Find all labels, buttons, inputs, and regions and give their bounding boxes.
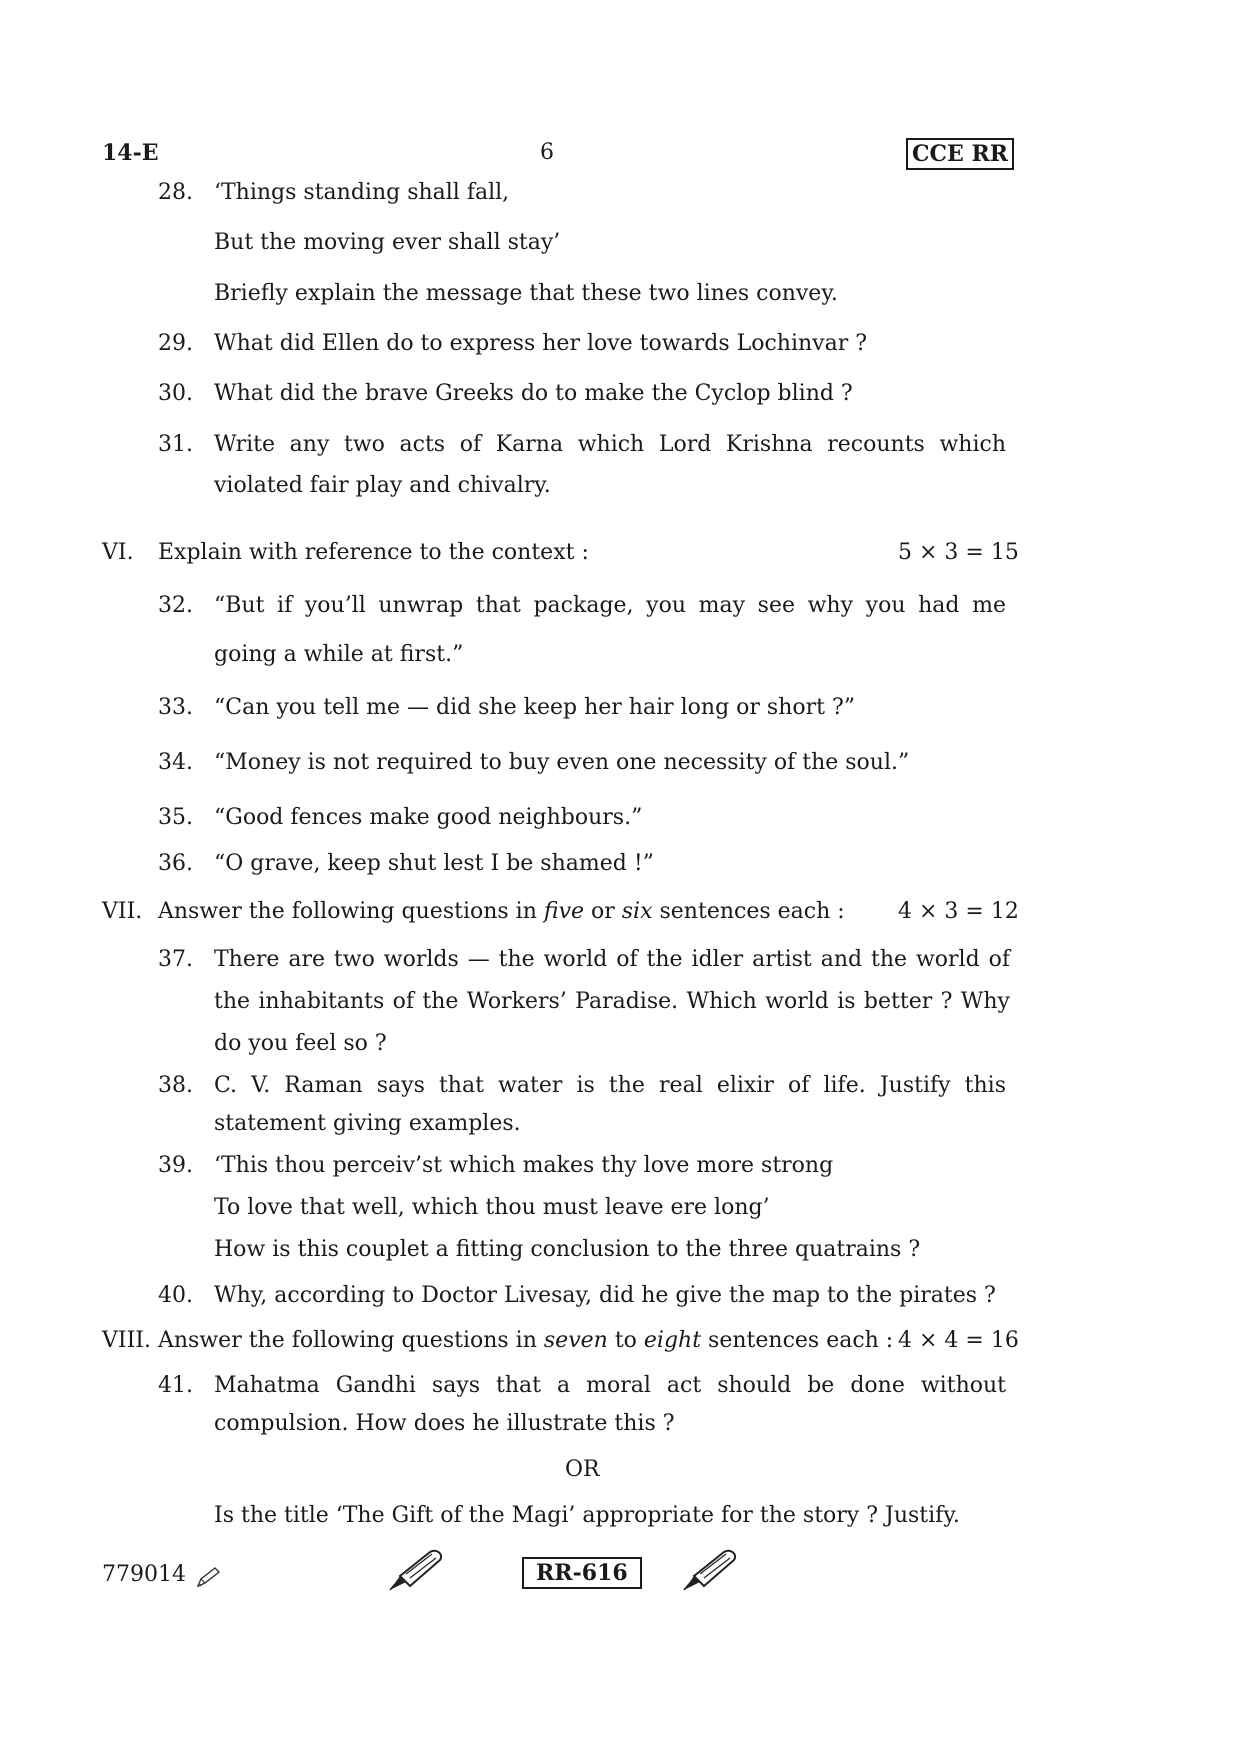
- question-number: 35.: [158, 805, 193, 830]
- question-text: ‘This thou perceiv’st which makes thy love more strong: [214, 1153, 834, 1178]
- question-text: “Can you tell me — did she keep her hair long or short ?”: [214, 695, 856, 720]
- question-text: C. V. Raman says that water is the real elixir of life. Justify this: [214, 1073, 1006, 1098]
- page-number: 6: [540, 140, 554, 165]
- question-text: Mahatma Gandhi says that a moral act should be done without: [214, 1373, 1006, 1398]
- question-text: There are two worlds — the world of the idler artist and the world of: [214, 947, 1010, 972]
- question-text: What did Ellen do to express her love towards Lochinvar ?: [214, 331, 867, 356]
- section-instruction: Answer the following questions in five or six sentences each :: [158, 899, 845, 924]
- section-marks: 4 × 4 = 16: [898, 1328, 1019, 1353]
- section-numeral: VIII.: [102, 1328, 151, 1353]
- paper-code: 14-E: [102, 140, 159, 166]
- or-separator: OR: [565, 1457, 600, 1482]
- question-number: 36.: [158, 851, 193, 876]
- pencil-icon: [196, 1566, 222, 1588]
- question-number: 32.: [158, 593, 193, 618]
- footer-code: 779014: [102, 1562, 186, 1587]
- section-marks: 5 × 3 = 15: [898, 540, 1019, 565]
- question-text: “O grave, keep shut lest I be shamed !”: [214, 851, 654, 876]
- question-text: Is the title ‘The Gift of the Magi’ appropriate for the story ? Justify.: [214, 1503, 960, 1528]
- section-instruction: Answer the following questions in seven to eight sentences each :: [158, 1328, 894, 1353]
- question-text: statement giving examples.: [214, 1111, 521, 1136]
- question-number: 39.: [158, 1153, 193, 1178]
- question-number: 31.: [158, 432, 193, 457]
- question-number: 28.: [158, 180, 193, 205]
- footer-box-code: RR-616: [522, 1557, 642, 1589]
- question-number: 38.: [158, 1073, 193, 1098]
- question-text: compulsion. How does he illustrate this ?: [214, 1411, 675, 1436]
- question-number: 33.: [158, 695, 193, 720]
- question-number: 40.: [158, 1283, 193, 1308]
- question-text: “But if you’ll unwrap that package, you may see why you had me: [214, 593, 1006, 618]
- section-numeral: VI.: [102, 540, 134, 565]
- question-number: 34.: [158, 750, 193, 775]
- series-badge: CCE RR: [906, 138, 1014, 170]
- question-text: “Money is not required to buy even one necessity of the soul.”: [214, 750, 910, 775]
- question-text: the inhabitants of the Workers’ Paradise. Which world is better ? Why: [214, 989, 1010, 1014]
- question-text: violated fair play and chivalry.: [214, 473, 551, 498]
- question-text: To love that well, which thou must leave ere long’: [214, 1195, 770, 1220]
- section-instruction: Explain with reference to the context :: [158, 540, 589, 565]
- question-number: 37.: [158, 947, 193, 972]
- question-text: What did the brave Greeks do to make the Cyclop blind ?: [214, 381, 853, 406]
- question-text: Briefly explain the message that these two lines convey.: [214, 281, 838, 306]
- question-text: Write any two acts of Karna which Lord Krishna recounts which: [214, 432, 1006, 457]
- fountain-pen-icon: [680, 1546, 742, 1594]
- section-numeral: VII.: [102, 899, 143, 924]
- section-marks: 4 × 3 = 12: [898, 899, 1019, 924]
- question-number: 30.: [158, 381, 193, 406]
- question-text: ‘Things standing shall fall,: [214, 180, 510, 205]
- question-text: do you feel so ?: [214, 1031, 387, 1056]
- fountain-pen-icon: [386, 1546, 448, 1594]
- question-text: “Good fences make good neighbours.”: [214, 805, 643, 830]
- question-text: going a while at first.”: [214, 642, 464, 667]
- question-number: 41.: [158, 1373, 193, 1398]
- question-number: 29.: [158, 331, 193, 356]
- question-text: How is this couplet a fitting conclusion to the three quatrains ?: [214, 1237, 921, 1262]
- question-text: But the moving ever shall stay’: [214, 230, 561, 255]
- question-text: Why, according to Doctor Livesay, did he give the map to the pirates ?: [214, 1283, 996, 1308]
